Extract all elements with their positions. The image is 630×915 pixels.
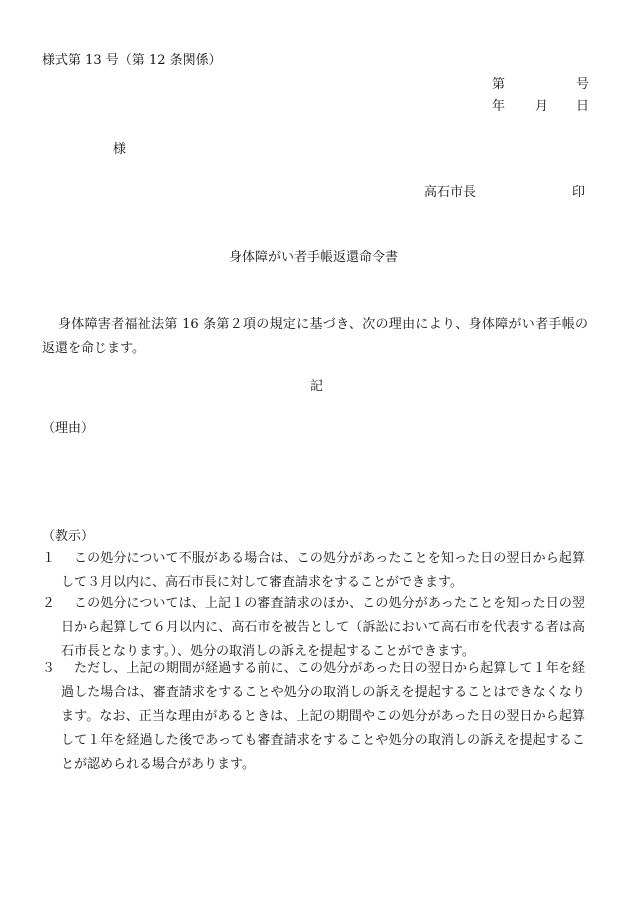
form-label: 様式第 13 号（第 12 条関係） bbox=[42, 53, 222, 68]
date-month: 月 bbox=[535, 99, 549, 114]
reason-label: （理由） bbox=[42, 421, 95, 436]
date-year: 年 bbox=[492, 99, 506, 114]
body-text: 身体障害者福祉法第 16 条第２項の規定に基づき、次の理由により、身体障がい者手帳の返還を命じます。 bbox=[42, 317, 588, 356]
addressee-honorific: 様 bbox=[113, 142, 127, 157]
document-title: 身体障がい者手帳返還命令書 bbox=[229, 250, 399, 265]
notice-label: （教示） bbox=[42, 529, 95, 544]
notice-item-text: この処分については、上記１の審査請求のほか、この処分があったことを知った日の翌日から起算して６月以内に、高石市を被告として（訴訟において高石市を代表する者は高石市長となります。）、処分の取消しの訴えを提起することができます。 bbox=[61, 596, 585, 659]
notice-item-text: この処分について不服がある場合は、この処分があったことを知った日の翌日から起算して３月以内に、高石市長に対して審査請求をすることができます。 bbox=[61, 551, 585, 590]
ki-heading: 記 bbox=[310, 379, 324, 394]
notice-item-number: １ bbox=[42, 551, 56, 566]
seal-mark: 印 bbox=[572, 185, 586, 200]
notice-item-number: ３ bbox=[42, 661, 56, 676]
date-day: 日 bbox=[576, 99, 590, 114]
issuer-name: 高石市長 bbox=[424, 185, 477, 200]
document-number-suffix: 号 bbox=[576, 77, 590, 92]
notice-item-number: ２ bbox=[42, 596, 56, 611]
notice-item-text: ただし、上記の期間が経過する前に、この処分があった日の翌日から起算して１年を経過した場合は、審査請求をすることや処分の取消しの訴えを提起することはできなくなります。なお、正当な理由があるときは、上記の期間やこの処分があった日の翌日から起算して１年を経過した後であっても審査請求をすることや処分の取消しの訴えを提起することが認められる場合があります。 bbox=[61, 661, 585, 772]
document-number-prefix: 第 bbox=[492, 77, 506, 92]
